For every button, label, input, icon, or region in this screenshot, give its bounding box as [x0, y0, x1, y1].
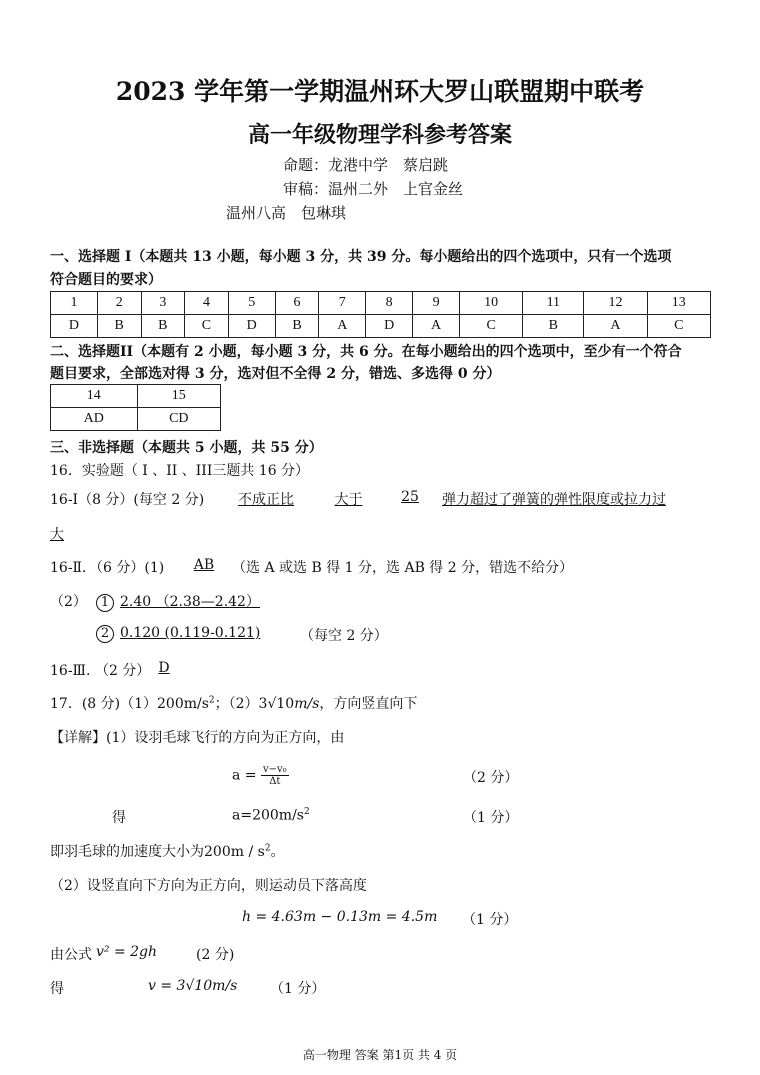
answer-table-1-numbers	[51, 292, 711, 315]
section3-heading: 三、非选择题（本题共 5 小题，共 55 分）	[50, 440, 323, 456]
q17-unit: m/s	[294, 696, 320, 712]
table-cell: 11	[523, 292, 584, 315]
answer-table-2	[50, 384, 221, 431]
q16-2-note-2: （每空 2 分）	[300, 628, 388, 644]
page-subtitle: 高一年级物理学科参考答案	[247, 122, 512, 148]
table-cell: 5	[228, 292, 275, 315]
table-cell: C	[460, 315, 523, 338]
q17-text-a: 17．(8 分)（1）200m/s	[50, 696, 209, 712]
review-line-2: 温州八高 包琳琪	[226, 204, 347, 222]
q16-3-answer: D	[158, 660, 170, 676]
circled-number-2: 2	[96, 625, 114, 643]
q16-2-answer-2: 2.40 （2.38—2.42）	[120, 594, 260, 610]
equation-3: h = 4.63m − 0.13m = 4.5m	[242, 909, 438, 925]
table-cell: 12	[584, 292, 647, 315]
table-cell: A	[584, 315, 647, 338]
table-cell: A	[319, 315, 366, 338]
answer-table-2-answers	[51, 408, 221, 431]
table-cell: 10	[460, 292, 523, 315]
table-cell: B	[97, 315, 141, 338]
table-cell: 9	[413, 292, 460, 315]
q16-intro: 16．实验题（ I 、II 、III三题共 16 分）	[50, 463, 310, 479]
accel-end: 。	[270, 844, 285, 860]
table-cell: B	[141, 315, 185, 338]
table-cell: A	[413, 315, 460, 338]
table-cell: 1	[51, 292, 98, 315]
equation-5: v = 3√10m/s	[148, 978, 238, 994]
q17-sqrt: √10	[267, 696, 295, 712]
q16-2-part2: （2）	[50, 594, 87, 610]
table-cell: 8	[366, 292, 413, 315]
q16-1-answer-4: 弹力超过了弹簧的弹性限度或拉力过	[442, 492, 666, 508]
section1-heading: 一、选择题 I（本题共 13 小题，每小题 3 分，共 39 分。每小题给出的四个选项中，只有一个选项	[50, 249, 672, 265]
q16-2-prefix: 16-Ⅱ．（6 分）(1)	[50, 560, 165, 576]
author-line: 命题：龙港中学 蔡启跳	[283, 156, 449, 174]
review-line: 审稿：温州二外 上官金丝	[283, 180, 464, 198]
q17-detail: 【详解】(1）设羽毛球飞行的方向为正方向，由	[50, 730, 345, 746]
answer-table-1	[50, 291, 711, 338]
equation-2-superscript: 2	[303, 807, 310, 817]
q16-2-answer-1: AB	[193, 557, 215, 573]
equation-1	[232, 764, 289, 787]
part2-line: （2）设竖直向下方向为正方向，则运动员下落高度	[50, 878, 367, 894]
q16-1-answer-4-cont: 大	[50, 527, 64, 543]
q16-1-answer-2: 大于	[334, 492, 363, 508]
fraction-denominator: Δt	[269, 776, 281, 787]
table-cell: D	[228, 315, 275, 338]
q17-text-c: ，方向竖直向下	[319, 696, 418, 712]
q16-1-prefix: 16-Ⅰ（8 分）(每空 2 分)	[50, 492, 205, 508]
table-cell: 13	[647, 292, 710, 315]
equation-1-left: a =	[232, 767, 257, 784]
q16-3-prefix: 16-Ⅲ. （2 分）	[50, 663, 151, 679]
accel-text: 即羽毛球的加速度大小为200m / s	[50, 844, 265, 860]
table-cell: C	[185, 315, 229, 338]
section1-heading-cont: 符合题目的要求）	[50, 272, 162, 288]
section2-heading-cont: 题目要求，全部选对得 3 分，选对但不全得 2 分，错选、多选得 0 分）	[50, 366, 501, 382]
equation-1-score: （2 分）	[463, 770, 519, 786]
equation-4-score: (2 分)	[196, 947, 235, 963]
accel-superscript: 2	[264, 843, 271, 854]
q17-superscript: 2	[208, 695, 215, 706]
equation-5-score: （1 分）	[270, 981, 326, 997]
q17-answer-line	[50, 693, 417, 713]
table-cell: 3	[141, 292, 185, 315]
equation-2-score: （1 分）	[463, 810, 519, 826]
table-cell: 7	[319, 292, 366, 315]
answer-table-1-answers	[51, 315, 711, 338]
section2-heading: 二、选择题II（本题有 2 小题，每小题 3 分，共 6 分。在每小题给出的四个选项中，至少有一个符合	[50, 344, 682, 360]
accel-line	[50, 841, 285, 861]
q16-2-item-1	[96, 591, 260, 612]
table-cell: B	[523, 315, 584, 338]
equation-2-lead: 得	[112, 810, 126, 826]
fraction-numerator: v−v₀	[262, 764, 287, 775]
table-cell: 15	[137, 385, 220, 408]
table-cell: 2	[97, 292, 141, 315]
table-cell: AD	[51, 408, 138, 431]
q17-text-b: ；（2）3	[214, 696, 268, 712]
equation-2	[232, 807, 310, 824]
circled-number-1: 1	[96, 594, 114, 612]
q16-1-answer-3: 25	[401, 489, 419, 505]
table-cell: 4	[185, 292, 229, 315]
table-cell: 6	[275, 292, 319, 315]
equation-3-score: （1 分）	[462, 912, 518, 928]
equation-2-text: a=200m/s	[232, 807, 304, 824]
equation-1-fraction	[261, 764, 289, 787]
answer-table-2-numbers	[51, 385, 221, 408]
equation-4: v² = 2gh	[96, 944, 158, 960]
table-cell: C	[647, 315, 710, 338]
page-title: 2023 学年第一学期温州环大罗山联盟期中联考	[115, 77, 645, 106]
table-cell: D	[366, 315, 413, 338]
table-cell: 14	[51, 385, 138, 408]
table-cell: B	[275, 315, 319, 338]
table-cell: CD	[137, 408, 220, 431]
q16-1-answer-1: 不成正比	[238, 492, 294, 508]
equation-4-lead: 由公式	[50, 947, 92, 963]
equation-5-lead: 得	[50, 981, 64, 997]
q16-2-answer-3: 0.120 (0.119-0.121)	[120, 625, 261, 641]
q16-2-item-2	[96, 625, 260, 643]
table-cell: D	[51, 315, 98, 338]
page-footer: 高一物理 答案 第1页 共 4 页	[302, 1048, 458, 1062]
q16-2-note: （选 A 或选 B 得 1 分，选 AB 得 2 分，错选不给分）	[232, 560, 574, 576]
